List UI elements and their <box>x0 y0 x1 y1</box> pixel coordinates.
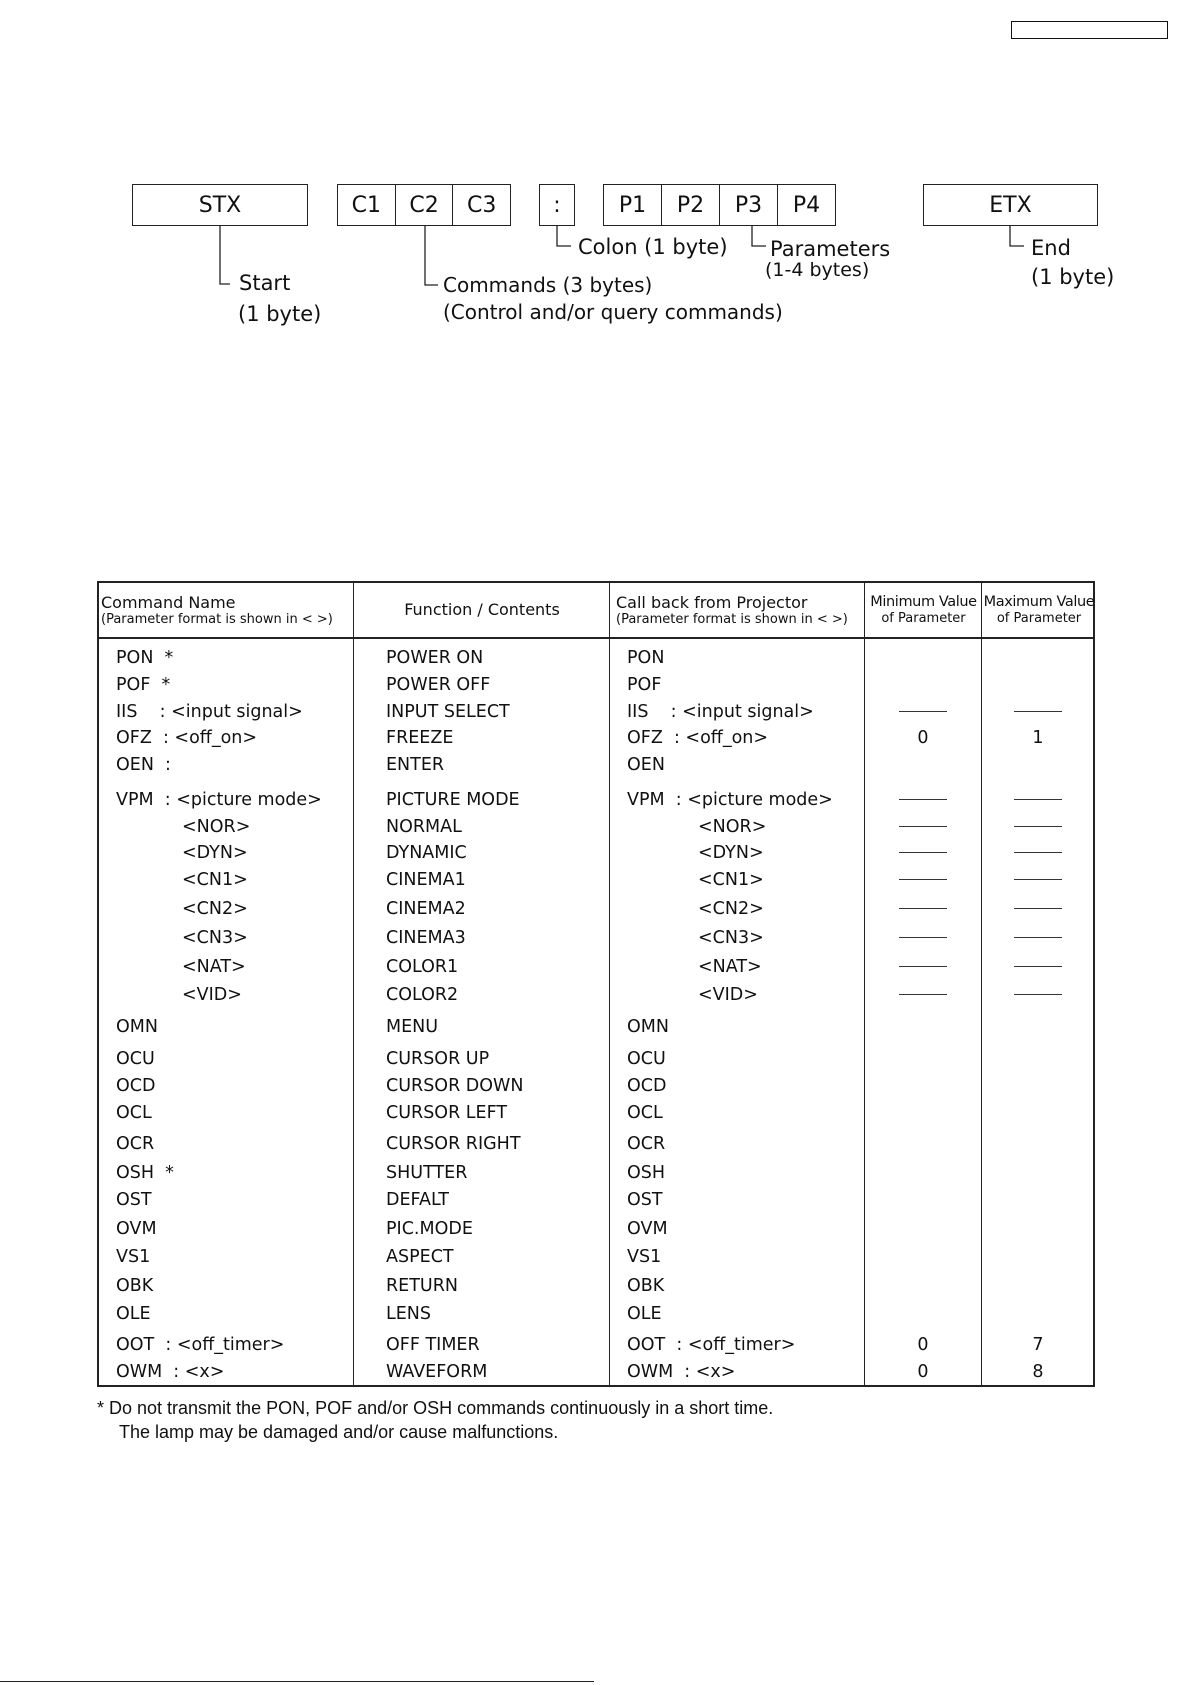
parameters-connector <box>752 226 766 246</box>
max-value-cell <box>1008 1217 1068 1241</box>
callback-cell: OCR <box>627 1134 666 1154</box>
min-value-cell <box>893 753 953 777</box>
table-row <box>99 1074 1093 1098</box>
table-row <box>99 788 1093 812</box>
max-value-cell: 8 <box>1032 1362 1044 1382</box>
header-max-note: of Parameter <box>996 610 1082 626</box>
table-row <box>99 646 1093 670</box>
command-cell: <CN2> <box>182 899 248 919</box>
command-cell: C3 <box>467 192 497 218</box>
start-label: Start <box>239 271 291 295</box>
table-row <box>99 1161 1093 1185</box>
command-cell: <NAT> <box>182 957 246 977</box>
colon-connector <box>557 226 571 246</box>
function-cell: PICTURE MODE <box>386 790 520 810</box>
table-row <box>99 983 1093 1007</box>
min-value-cell <box>893 673 953 697</box>
callback-cell: <VID> <box>698 985 758 1005</box>
max-dash <box>1014 994 1062 995</box>
min-value-cell <box>893 1161 953 1185</box>
max-value-cell <box>1008 1161 1068 1185</box>
callback-cell: OLE <box>627 1304 662 1324</box>
parameter-cell: P2 <box>662 185 720 225</box>
parameter-cell: P1 <box>604 185 662 225</box>
callback-cell: OCL <box>627 1103 663 1123</box>
table-row <box>99 726 1093 750</box>
command-cell: OOT : <off_timer> <box>116 1335 285 1355</box>
callback-cell: <NOR> <box>698 817 767 837</box>
min-value-cell: 0 <box>917 728 929 748</box>
parameter-cell: P4 <box>792 192 821 218</box>
header-command-name <box>101 583 351 637</box>
header-max-title: Maximum Value <box>983 593 1095 610</box>
command-cell: OWM : <x> <box>116 1362 225 1382</box>
function-cell: LENS <box>386 1304 432 1324</box>
callback-cell: OEN <box>627 755 665 775</box>
min-dash <box>899 711 947 712</box>
max-value-cell <box>1008 1101 1068 1125</box>
command-cell: OCU <box>116 1049 155 1069</box>
callback-cell: POF <box>627 675 662 695</box>
colon-label: : <box>553 192 561 218</box>
command-cell: OCR <box>116 1134 155 1154</box>
max-dash <box>1014 908 1062 909</box>
max-value-cell <box>1008 1074 1068 1098</box>
command-cell: <CN1> <box>182 870 248 890</box>
min-value-cell <box>893 1245 953 1269</box>
max-dash <box>1014 966 1062 967</box>
callback-cell: <CN3> <box>698 928 764 948</box>
colon-size-label: Colon (1 byte) <box>578 235 728 259</box>
end-connector <box>1010 226 1024 246</box>
max-dash <box>1014 879 1062 880</box>
callback-cell: VS1 <box>627 1247 662 1267</box>
start-connector <box>220 226 230 284</box>
table-row <box>99 1217 1093 1241</box>
function-cell: INPUT SELECT <box>386 702 510 722</box>
header-command-note: (Parameter format is shown in < >) <box>101 611 333 627</box>
callback-cell: PON <box>627 648 665 668</box>
header-function <box>355 583 609 637</box>
max-dash <box>1014 826 1062 827</box>
max-dash <box>1014 711 1062 712</box>
footnote <box>97 1396 773 1444</box>
callback-cell: OBK <box>627 1276 665 1296</box>
min-dash <box>899 879 947 880</box>
max-value-cell <box>1008 1015 1068 1039</box>
command-cell: VS1 <box>116 1247 151 1267</box>
header-min <box>866 583 981 637</box>
min-value-cell <box>893 1302 953 1326</box>
min-dash <box>899 799 947 800</box>
function-cell: ENTER <box>386 755 445 775</box>
command-cell: VPM : <picture mode> <box>116 790 322 810</box>
min-value-cell: 0 <box>917 1362 929 1382</box>
parameters-size-label: (1-4 bytes) <box>765 259 870 281</box>
table-row <box>99 815 1093 839</box>
command-cell: OFZ : <off_on> <box>116 728 258 748</box>
max-value-cell <box>1008 1132 1068 1156</box>
table-row <box>99 1047 1093 1071</box>
function-cell: NORMAL <box>386 817 462 837</box>
command-cell: POF * <box>116 675 171 695</box>
max-dash <box>1014 852 1062 853</box>
command-cell: OLE <box>116 1304 151 1324</box>
header-command-title: Command Name <box>101 592 236 612</box>
callback-cell: <CN2> <box>698 899 764 919</box>
header-function-title: Function / Contents <box>404 600 560 620</box>
command-cell: OEN : <box>116 755 171 775</box>
start-size-label: (1 byte) <box>238 302 322 326</box>
function-cell: WAVEFORM <box>386 1362 488 1382</box>
callback-cell: OCU <box>627 1049 666 1069</box>
command-cell: OST <box>116 1190 152 1210</box>
callback-cell: OST <box>627 1190 663 1210</box>
function-cell: CINEMA1 <box>386 870 466 890</box>
max-value-cell <box>1008 753 1068 777</box>
table-row <box>99 1101 1093 1125</box>
min-value-cell <box>893 1132 953 1156</box>
footnote-line-1: * Do not transmit the PON, POF and/or OSH commands continuously in a short time. <box>97 1398 774 1418</box>
table-row <box>99 1188 1093 1212</box>
header-min-note: of Parameter <box>881 610 966 626</box>
table-row <box>99 1245 1093 1269</box>
min-dash <box>899 852 947 853</box>
commands-desc-label: (Control and/or query commands) <box>443 300 783 324</box>
function-cell: OFF TIMER <box>386 1335 480 1355</box>
command-cell: <NOR> <box>182 817 251 837</box>
command-cell: OMN <box>116 1017 158 1037</box>
command-table <box>97 581 1095 1387</box>
min-dash <box>899 908 947 909</box>
callback-cell: OMN <box>627 1017 669 1037</box>
min-dash <box>899 937 947 938</box>
max-value-cell <box>1008 1188 1068 1212</box>
callback-cell: <DYN> <box>698 843 764 863</box>
min-value-cell <box>893 1101 953 1125</box>
min-value-cell <box>893 1188 953 1212</box>
command-cell: IIS : <input signal> <box>116 702 303 722</box>
bottom-rule <box>0 1681 594 1682</box>
max-dash <box>1014 799 1062 800</box>
command-cell: PON * <box>116 648 174 668</box>
max-value-cell <box>1008 673 1068 697</box>
header-min-title: Minimum Value <box>870 593 977 610</box>
callback-cell: OWM : <x> <box>627 1362 736 1382</box>
min-value-cell <box>893 1015 953 1039</box>
min-value-cell <box>893 1047 953 1071</box>
callback-cell: <CN1> <box>698 870 764 890</box>
function-cell: CURSOR UP <box>386 1049 490 1069</box>
function-cell: SHUTTER <box>386 1163 468 1183</box>
function-cell: RETURN <box>386 1276 458 1296</box>
table-row <box>99 926 1093 950</box>
callback-cell: OSH <box>627 1163 666 1183</box>
command-cell: <VID> <box>182 985 242 1005</box>
min-dash <box>899 994 947 995</box>
table-row <box>99 1360 1093 1384</box>
function-cell: ASPECT <box>386 1247 454 1267</box>
function-cell: COLOR1 <box>386 957 459 977</box>
function-cell: POWER ON <box>386 648 484 668</box>
max-value-cell <box>1008 646 1068 670</box>
callback-cell: OCD <box>627 1076 667 1096</box>
table-row <box>99 841 1093 865</box>
command-cell: OSH * <box>116 1163 174 1183</box>
min-value-cell <box>893 1274 953 1298</box>
stx-label: STX <box>198 192 242 218</box>
function-cell: CINEMA3 <box>386 928 466 948</box>
min-dash <box>899 826 947 827</box>
commands-connector <box>425 226 438 285</box>
header-callback <box>616 583 864 637</box>
header-callback-note: (Parameter format is shown in < >) <box>616 611 848 627</box>
function-cell: CURSOR LEFT <box>386 1103 508 1123</box>
command-cell: <CN3> <box>182 928 248 948</box>
table-row <box>99 1015 1093 1039</box>
command-cell: OCL <box>116 1103 152 1123</box>
max-value-cell: 7 <box>1032 1335 1044 1355</box>
min-dash <box>899 966 947 967</box>
function-cell: PIC.MODE <box>386 1219 473 1239</box>
min-value-cell <box>893 1217 953 1241</box>
callback-cell: <NAT> <box>698 957 762 977</box>
table-row <box>99 753 1093 777</box>
table-row <box>99 897 1093 921</box>
max-value-cell <box>1008 1274 1068 1298</box>
header-divider <box>99 637 1093 639</box>
end-label: End <box>1031 236 1071 260</box>
callback-cell: VPM : <picture mode> <box>627 790 833 810</box>
min-value-cell <box>893 1074 953 1098</box>
max-value-cell <box>1008 1245 1068 1269</box>
function-cell: CURSOR DOWN <box>386 1076 524 1096</box>
command-cell: C1 <box>338 185 396 225</box>
function-cell: DYNAMIC <box>386 843 467 863</box>
function-cell: MENU <box>386 1017 439 1037</box>
header-callback-title: Call back from Projector <box>616 592 808 612</box>
command-cell: <DYN> <box>182 843 248 863</box>
function-cell: CURSOR RIGHT <box>386 1134 521 1154</box>
table-row <box>99 1333 1093 1357</box>
table-row <box>99 1132 1093 1156</box>
commands-label: Commands (3 bytes) <box>443 273 653 297</box>
header-max <box>983 583 1095 637</box>
max-value-cell <box>1008 1047 1068 1071</box>
table-row <box>99 955 1093 979</box>
command-cell: OBK <box>116 1276 154 1296</box>
callback-cell: OOT : <off_timer> <box>627 1335 796 1355</box>
callback-cell: OFZ : <off_on> <box>627 728 769 748</box>
footnote-line-2: The lamp may be damaged and/or cause malfunctions. <box>119 1422 559 1442</box>
max-dash <box>1014 937 1062 938</box>
max-value-cell: 1 <box>1032 728 1044 748</box>
parameter-cell: P3 <box>720 185 778 225</box>
callback-cell: IIS : <input signal> <box>627 702 814 722</box>
function-cell: CINEMA2 <box>386 899 466 919</box>
max-value-cell <box>1008 1302 1068 1326</box>
etx-label: ETX <box>989 192 1032 218</box>
callback-cell: OVM <box>627 1219 668 1239</box>
command-cell: C2 <box>396 185 454 225</box>
table-row <box>99 1274 1093 1298</box>
table-row <box>99 673 1093 697</box>
table-row <box>99 868 1093 892</box>
end-size-label: (1 byte) <box>1031 265 1115 289</box>
parameters-label: Parameters <box>770 237 891 261</box>
min-value-cell <box>893 646 953 670</box>
min-value-cell: 0 <box>917 1335 929 1355</box>
table-row <box>99 1302 1093 1326</box>
function-cell: DEFALT <box>386 1190 449 1210</box>
command-cell: OCD <box>116 1076 156 1096</box>
function-cell: COLOR2 <box>386 985 459 1005</box>
function-cell: FREEZE <box>386 728 454 748</box>
table-row <box>99 700 1093 724</box>
function-cell: POWER OFF <box>386 675 491 695</box>
command-cell: OVM <box>116 1219 157 1239</box>
